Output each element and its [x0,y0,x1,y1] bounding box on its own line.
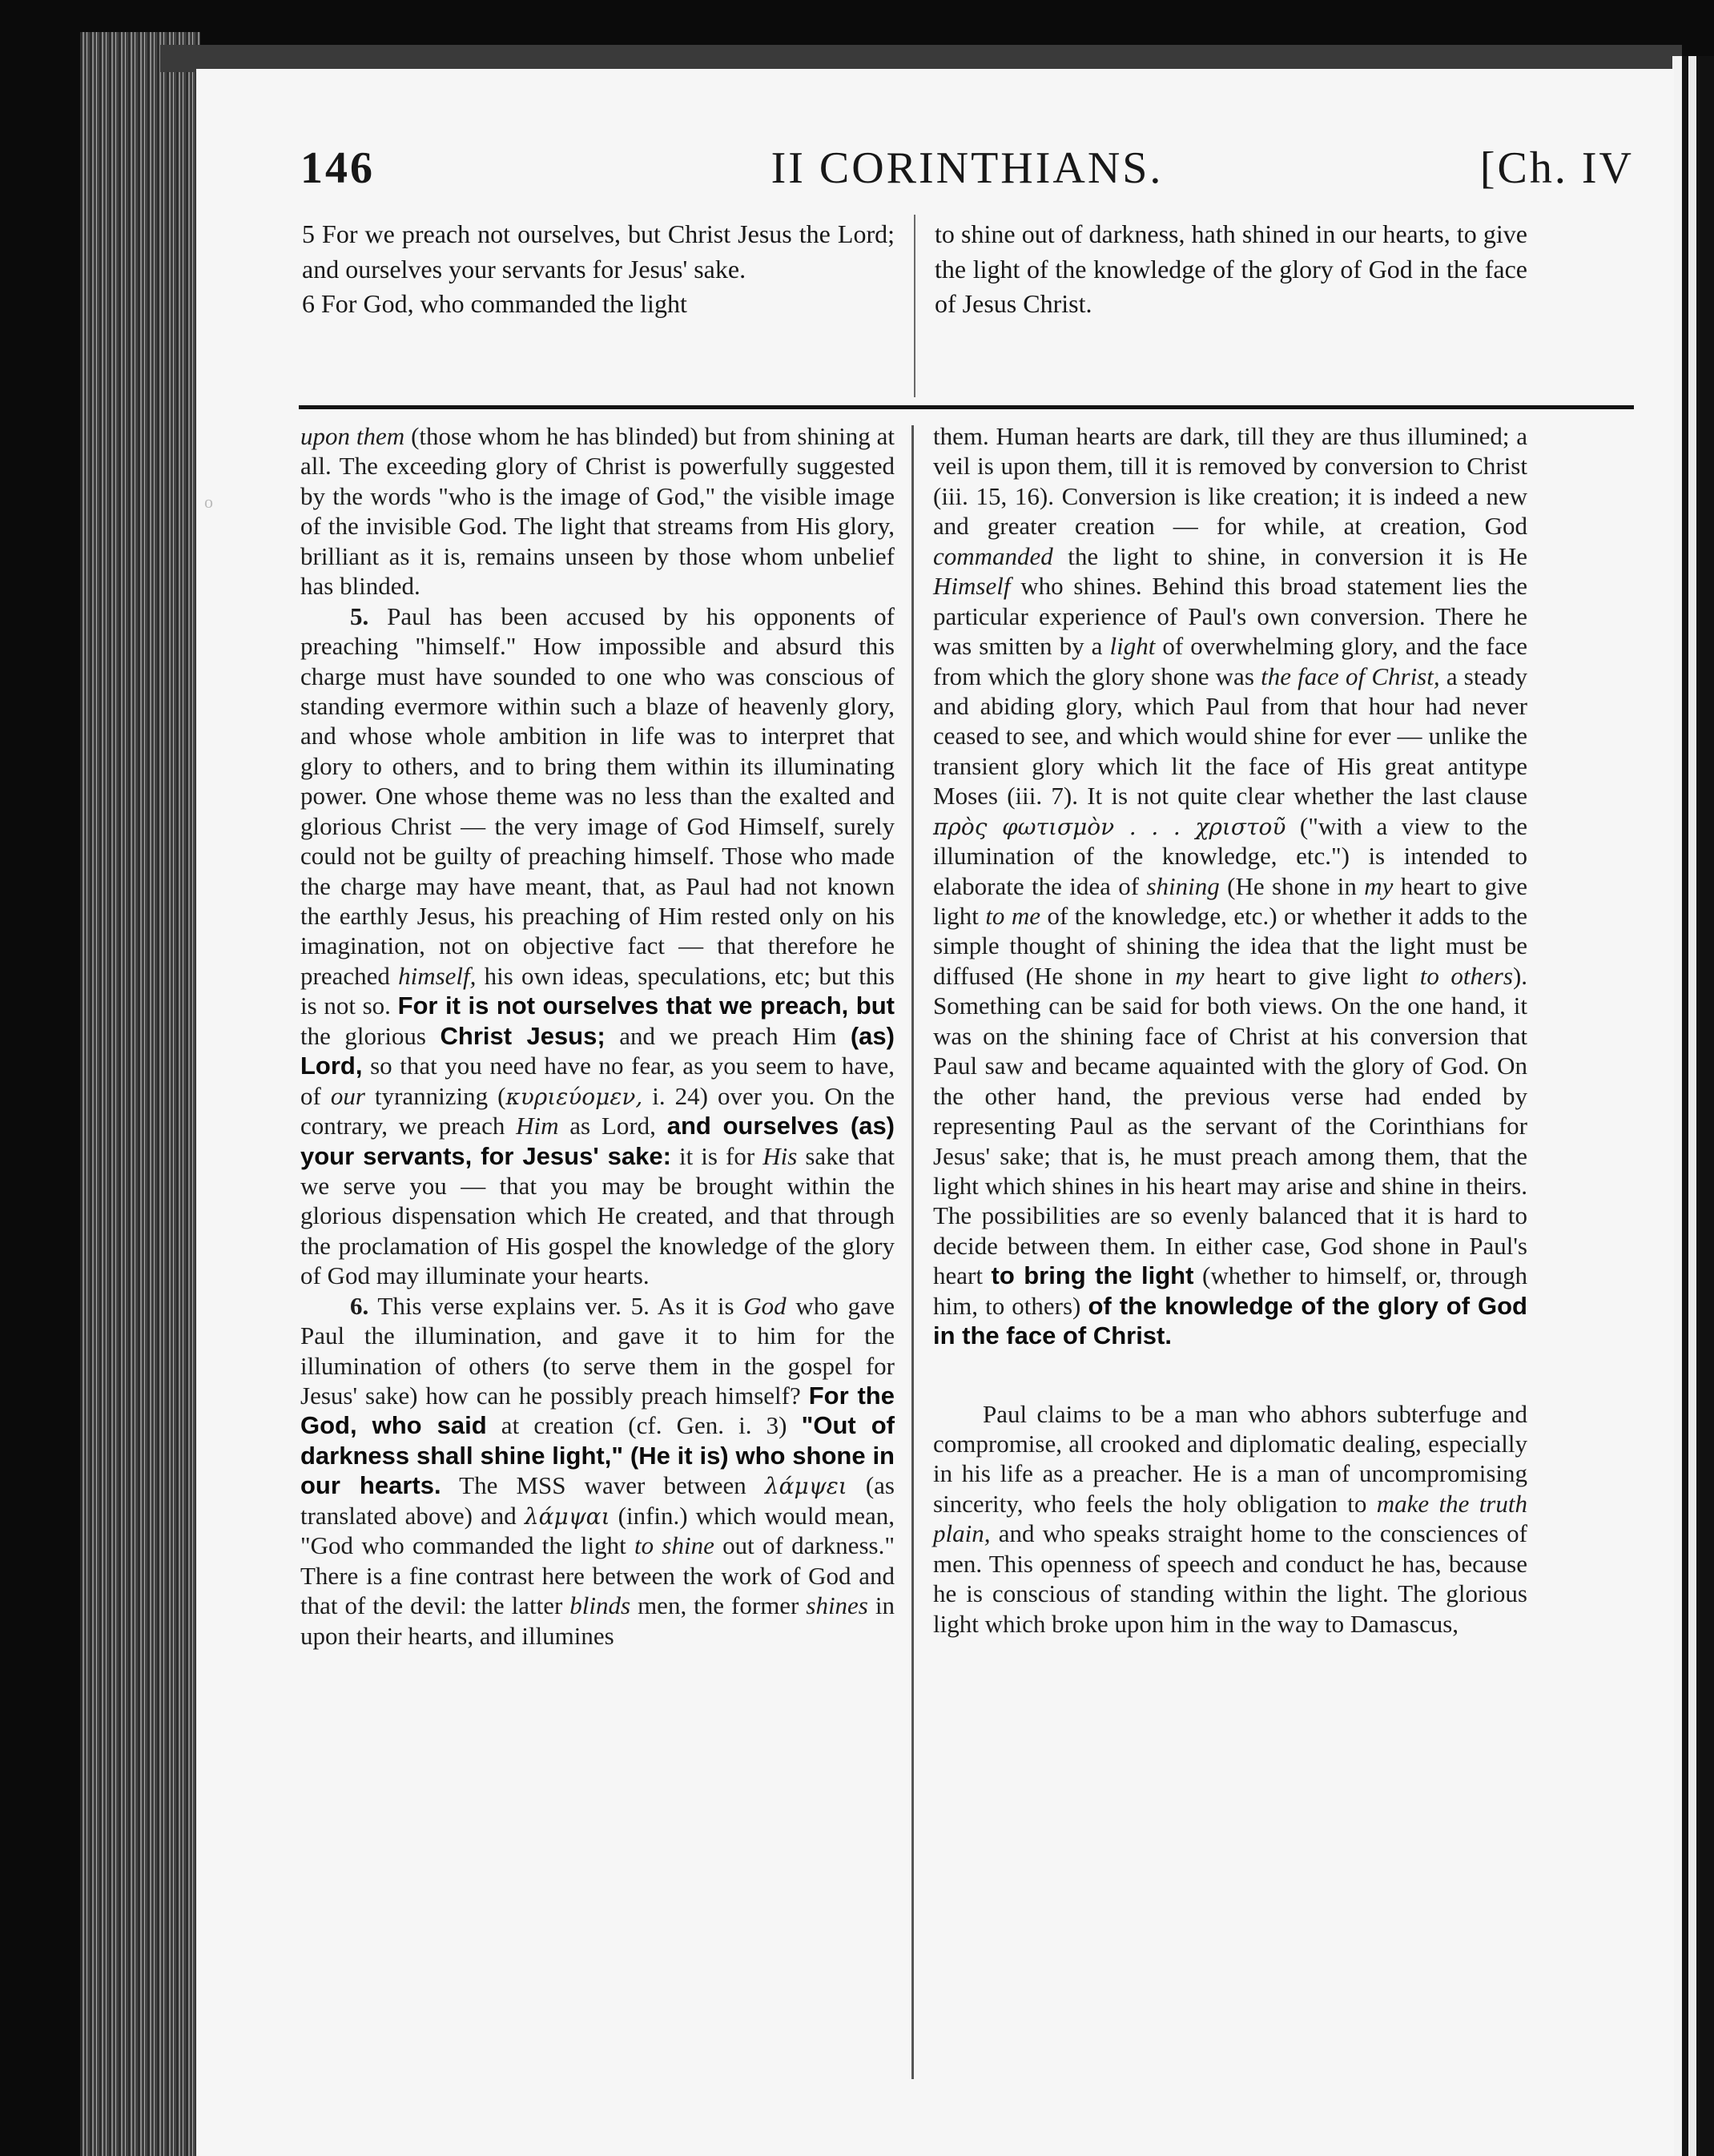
commentary-text: (infin.) which would mean, "God who commanded the light [300,1501,895,1560]
commentary-text: (He shone in [1219,871,1365,900]
commentary-text: so that you need have no fear, as you seem to have, of [300,1052,895,1110]
scripture-quote-bold: (as) [850,1021,895,1050]
commentary-text: who shines. Behind this broad statement lies the particular experience of Paul's own conversion. There he was smitten by a [933,572,1527,661]
commentary-paragraph [300,1291,895,1651]
scripture-text-left [302,217,895,397]
scripture-quote-bold: to bring the light [991,1261,1194,1290]
commentary-text: and who speaks straight home to the consciences of men. This openness of speech and conduct he has, because he is conscious of standing within the light. The glorious light which broke upon him in the way to Damascus, [933,1519,1527,1638]
greek-term: λάμψει [764,1473,847,1500]
margin-speck: o [204,492,213,512]
running-head [300,143,1634,215]
commentary-text: (as translated above) and [300,1471,895,1530]
scripture-quote-bold: For it is not ourselves that we preach, but [397,992,895,1020]
scripture-quote-bold: "Out of darkness shall shine light," (He it is) who shone in our hearts. [300,1411,895,1500]
verse-number: 6. [350,1291,369,1320]
commentary-text: sake that we serve you — that you may be brought within the glorious dispensation which He created, and that through the proclamation of His gospel the knowledge of the glory of God may illuminate your hearts. [300,1141,895,1290]
emphasis-italic: himself, [398,961,477,990]
scripture-verse-6-end: to shine out of darkness, hath shined in our hearts, to give the light of the knowledge of the glory of God in the face of Jesus Christ. [935,219,1527,319]
commentary-text: the light to shine, in conversion it is He [1052,541,1527,570]
commentary-text: of the knowledge, etc.) or whether it adds to the simple thought of shining the idea that the light must be diffused (He shone in [933,902,1528,990]
emphasis-italic: blinds [569,1591,631,1620]
commentary-text: men, the former [630,1591,807,1620]
emphasis-italic: shines [806,1591,868,1620]
commentary-text: This verse explains ver. 5. As it is [368,1291,744,1320]
emphasis-italic: commanded [933,541,1053,570]
book-title: II CORINTHIANS. [770,143,1164,193]
scripture-quote-bold: of the knowledge of the glory of God in the face of Christ. [933,1291,1527,1350]
commentary-paragraph [300,601,895,1291]
commentary-column-divider [911,425,914,2079]
scripture-verse-5: 5 For we preach not ourselves, but Christ Jesus the Lord; and ourselves your servants for Jesus' sake. [302,219,895,284]
scripture-rule [299,405,1634,409]
emphasis-italic: shining [1146,871,1220,900]
commentary-text: a steady and abiding glory, which Paul from that hour had never ceased to see, and which would shine for ever — unlike the transient glory which lit the face of His great antitype Moses (iii. 7). It is not quite clear whether the last clause [933,662,1527,811]
emphasis-italic: to shine [634,1531,714,1560]
book-page [196,69,1674,2156]
commentary-text: Paul has been accused by his opponents of preaching "himself." How impossible and absurd this charge must have sounded to one who was conscious of standing evermore within such a blaze of heavenly glory, and whose whole ambition in life was to interpret that glory to others, and to bring them within its illuminating power. One whose theme was no less than the exalted and glorious Christ — the very image of God Himself, surely could not be guilty of preaching himself. Those who made the charge may have meant, that, as Paul had not known the earthly Jesus, his preaching of Him rested only on his imagination, not on objective fact — that therefore he preached [300,601,895,990]
commentary-text: (those whom he has blinded) but from shining at all. The exceeding glory of Christ is powerfully suggested by the words "who is the image of God," the visible image of the invisible God. The light that streams from His glory, brilliant as it is, remains unseen by those whom unbelief has blinded. [300,422,895,601]
emphasis-italic: to me [985,902,1041,930]
scripture-quote-bold: and ourselves (as) your servants, for Jesus' sake: [300,1112,895,1170]
commentary-paragraph [933,421,1527,1351]
greek-term: λάμψαι [524,1502,610,1530]
commentary-text: The MSS waver between [441,1471,765,1500]
emphasis-italic: light [1109,632,1156,661]
scripture-text-right [935,217,1527,397]
emphasis-italic: my [1175,961,1205,990]
scripture-verse-6-start: 6 For God, who commanded the light [302,289,687,319]
page-number: 146 [300,143,375,193]
commentary-text: who gave Paul the illumination, and gave it to him for the illumination of others (to serve them in the gospel for Jesus' sake) how can he possibly preach himself? [300,1291,895,1410]
emphasis-italic: God [743,1291,787,1320]
chapter-label: [Ch. IV [1479,143,1634,193]
commentary-text: as Lord, [558,1112,667,1140]
commentary-text: his own ideas, speculations, etc; but this is not so. [300,961,895,1020]
commentary-left-column [300,421,895,1651]
emphasis-italic: our [330,1081,365,1110]
commentary-text: the glorious [300,1021,441,1050]
greek-term: κυριεύομεν, [505,1083,643,1110]
commentary-text: out of darkness." There is a fine contrast here between the work of God and that of the devil: the latter [300,1531,895,1620]
commentary-text: Paul claims to be a man who abhors subterfuge and compromise, all crooked and diplomatic dealing, especially in his life as a preacher. He is a man of uncompromising sincerity, who feels the holy obligation to [933,1399,1527,1518]
emphasis-italic: Him [516,1112,559,1140]
commentary-text: it is for [670,1141,763,1170]
commentary-text: heart to give light [933,871,1527,930]
commentary-paragraph [933,1399,1527,1639]
book-binding-edge [80,32,200,2156]
commentary-text: at creation (cf. Gen. i. 3) [486,1411,802,1440]
commentary-text: heart to give light [1204,961,1420,990]
emphasis-italic: His [762,1141,798,1170]
emphasis-italic: the face of Christ, [1261,662,1440,690]
scripture-quote-bold: For the God, who said [300,1382,895,1440]
commentary-text: ). Something can be said for both views. On the one hand, it was on the shining face of Christ at his conversion that Paul saw and became aquainted with the glory of God. On the other hand, the previous verse had ended by representing Paul as the servant of the Corinthians for Jesus' sake; that is, he must preach among them, that the light which shines in his heart may arise and shine in theirs. The possibilities are so evenly balanced that it is hard to decide between them. In either case, God shone in Paul's heart [933,961,1528,1290]
commentary-text: ("with a view to the illumination of the knowledge, etc.") is intended to elaborate the idea of [933,811,1528,900]
commentary-right-column [933,421,1527,1639]
emphasis-italic: make the truth plain, [933,1489,1527,1548]
commentary-text: them. Human hearts are dark, till they are thus illumined; a veil is upon them, till it is removed by conversion to Christ (iii. 15, 16). Conversion is like creation; it is indeed a new and greater creation — for while, at creation, God [933,422,1527,541]
commentary-text: of overwhelming glory, and the face from which the glory shone was [933,632,1528,690]
emphasis-italic: Himself [933,572,1011,601]
emphasis-italic: to others [1419,961,1513,990]
book-top-edge [160,45,1682,72]
emphasis-italic: my [1364,871,1394,900]
commentary-text: and we preach Him [605,1021,851,1050]
commentary-paragraph [300,421,895,601]
scripture-column-divider [914,215,915,397]
commentary-text: i. 24) over you. On the contrary, we preach [300,1081,895,1140]
scripture-quote-bold: Lord, [300,1052,363,1080]
commentary-text: tyrannizing ( [364,1081,506,1110]
greek-term: πρὸς φωτισμὸν . . . χριστοῦ [933,813,1286,840]
emphasis-italic: upon them [300,422,405,450]
facing-page-edge [1672,56,1714,2156]
commentary-text: (whether to himself, or, through him, to others) [933,1261,1527,1320]
verse-number: 5. [350,601,369,630]
commentary-text: in upon their hearts, and illumines [300,1591,895,1650]
scripture-quote-bold: Christ Jesus; [440,1021,606,1050]
